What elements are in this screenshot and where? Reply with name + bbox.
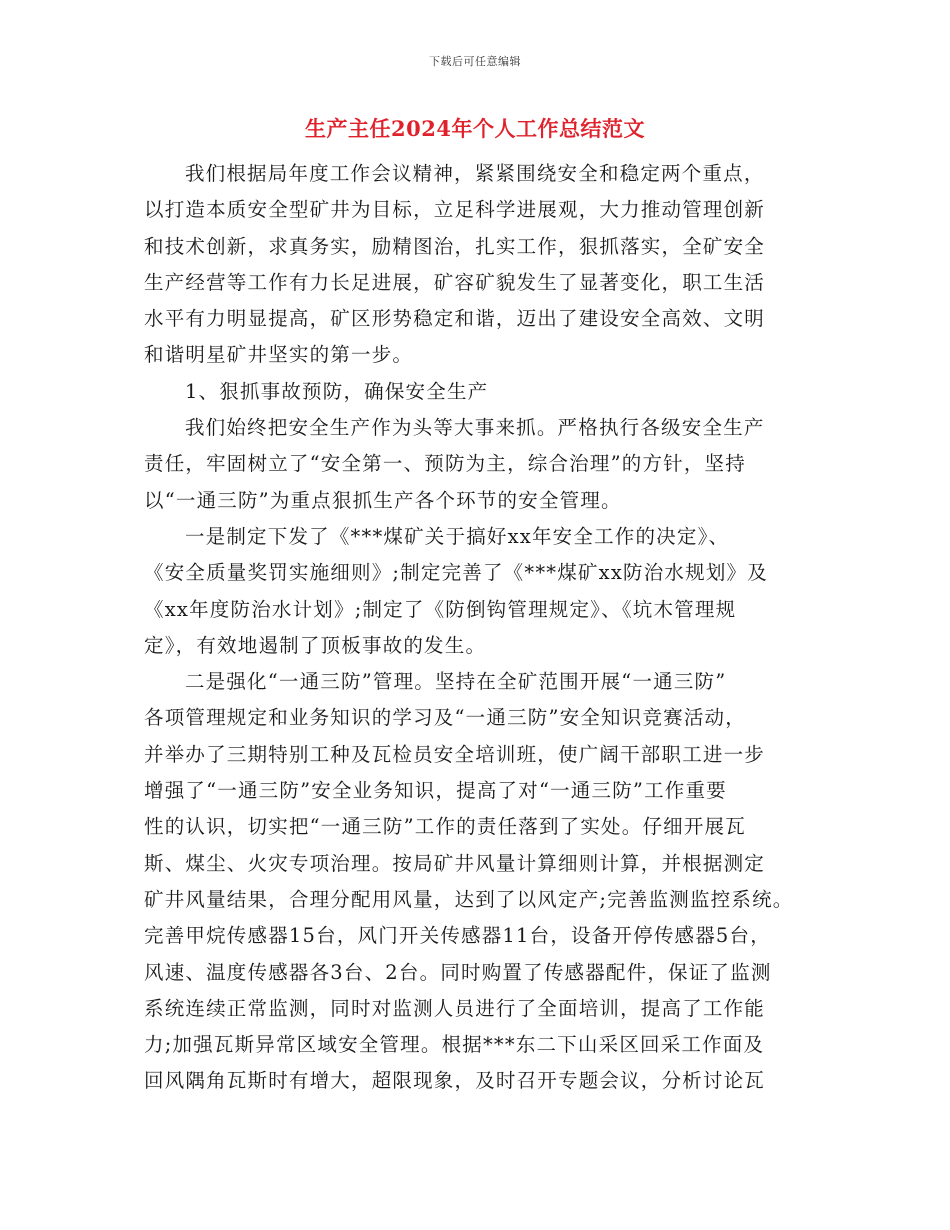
paragraph-line: 二是强化“一通三防”管理。坚持在全矿范围开展“一通三防” [184,670,727,694]
paragraph-line: 增强了“一通三防”安全业务知识，提高了对“一通三防”工作重要 [144,779,727,803]
paragraph-line: 并举办了三期特别工种及瓦检员安全培训班，使广阔干部职工进一步 [144,742,766,766]
paragraph-line: 我们始终把安全生产作为头等大事来抓。严格执行各级安全生产 [184,416,765,440]
paragraph-line: 《xx年度防治水计划》;制定了《防倒钩管理规定》、《坑木管理规 [144,597,737,621]
document-body [144,156,814,1100]
paragraph-line: 完善甲烷传感器15台，风门开关传感器11台，设备开停传感器5台， [144,924,771,948]
paragraph-line: 性的认识，切实把“一通三防”工作的责任落到了实处。仔细开展瓦 [144,815,746,839]
paragraph-line: 我们根据局年度工作会议精神，紧紧围绕安全和稳定两个重点， [184,162,765,185]
header-note: 下载后可任意编辑 [429,55,521,68]
paragraph-line: 和谐明星矿井坚实的第一步。 [144,343,414,367]
paragraph-line: 一是制定下发了《***煤矿关于搞好xx年安全工作的决定》、 [184,524,730,548]
paragraph-line: 以打造本质安全型矿井为目标，立足科学进展观，大力推动管理创新 [144,198,766,222]
paragraph-line: 以“一通三防”为重点狠抓生产各个环节的安全管理。 [144,488,622,512]
paragraph [144,374,814,410]
paragraph-line: 定》，有效地遏制了顶板事故的发生。 [144,633,487,657]
paragraph [144,410,814,519]
paragraph-line: 《安全质量奖罚实施细则》;制定完善了《***煤矿xx防治水规划》及 [144,561,768,585]
paragraph [144,156,814,374]
paragraph-line: 力;加强瓦斯异常区域安全管理。根据***东二下山采区回采工作面及 [144,1033,765,1057]
paragraph-line: 和技术创新，求真务实，励精图治，扎实工作，狠抓落实，全矿安全 [144,234,766,258]
document-title: 生产主任2024年个人工作总结范文 [305,116,645,141]
paragraph-line: 回风隅角瓦斯时有增大，超限现象，及时召开专题会议，分析讨论瓦 [144,1069,766,1093]
paragraph-line: 风速、温度传感器各3台、2台。同时购置了传感器配件，保证了监测 [144,960,772,984]
paragraph-line: 1、狠抓事故预防，确保安全生产 [184,379,489,403]
paragraph-line: 责任，牢固树立了“安全第一、预防为主，综合治理”的方针，坚持 [144,452,746,476]
paragraph-line: 斯、煤尘、火灾专项治理。按局矿井风量计算细则计算，并根据测定 [144,851,766,875]
paragraph-line: 水平有力明显提高，矿区形势稳定和谐，迈出了建设安全高效、文明 [144,307,766,331]
paragraph-line: 系统连续正常监测，同时对监测人员进行了全面培训，提高了工作能 [144,996,766,1020]
paragraph [144,519,814,664]
paragraph [144,664,814,1100]
paragraph-line: 生产经营等工作有力长足进展，矿容矿貌发生了显著变化，职工生活 [144,270,766,294]
paragraph-line: 各项管理规定和业务知识的学习及“一通三防”安全知识竞赛活动， [144,706,746,730]
paragraph-line: 矿井风量结果，合理分配用风量，达到了以风定产;完善监测监控系统。 [144,887,794,911]
